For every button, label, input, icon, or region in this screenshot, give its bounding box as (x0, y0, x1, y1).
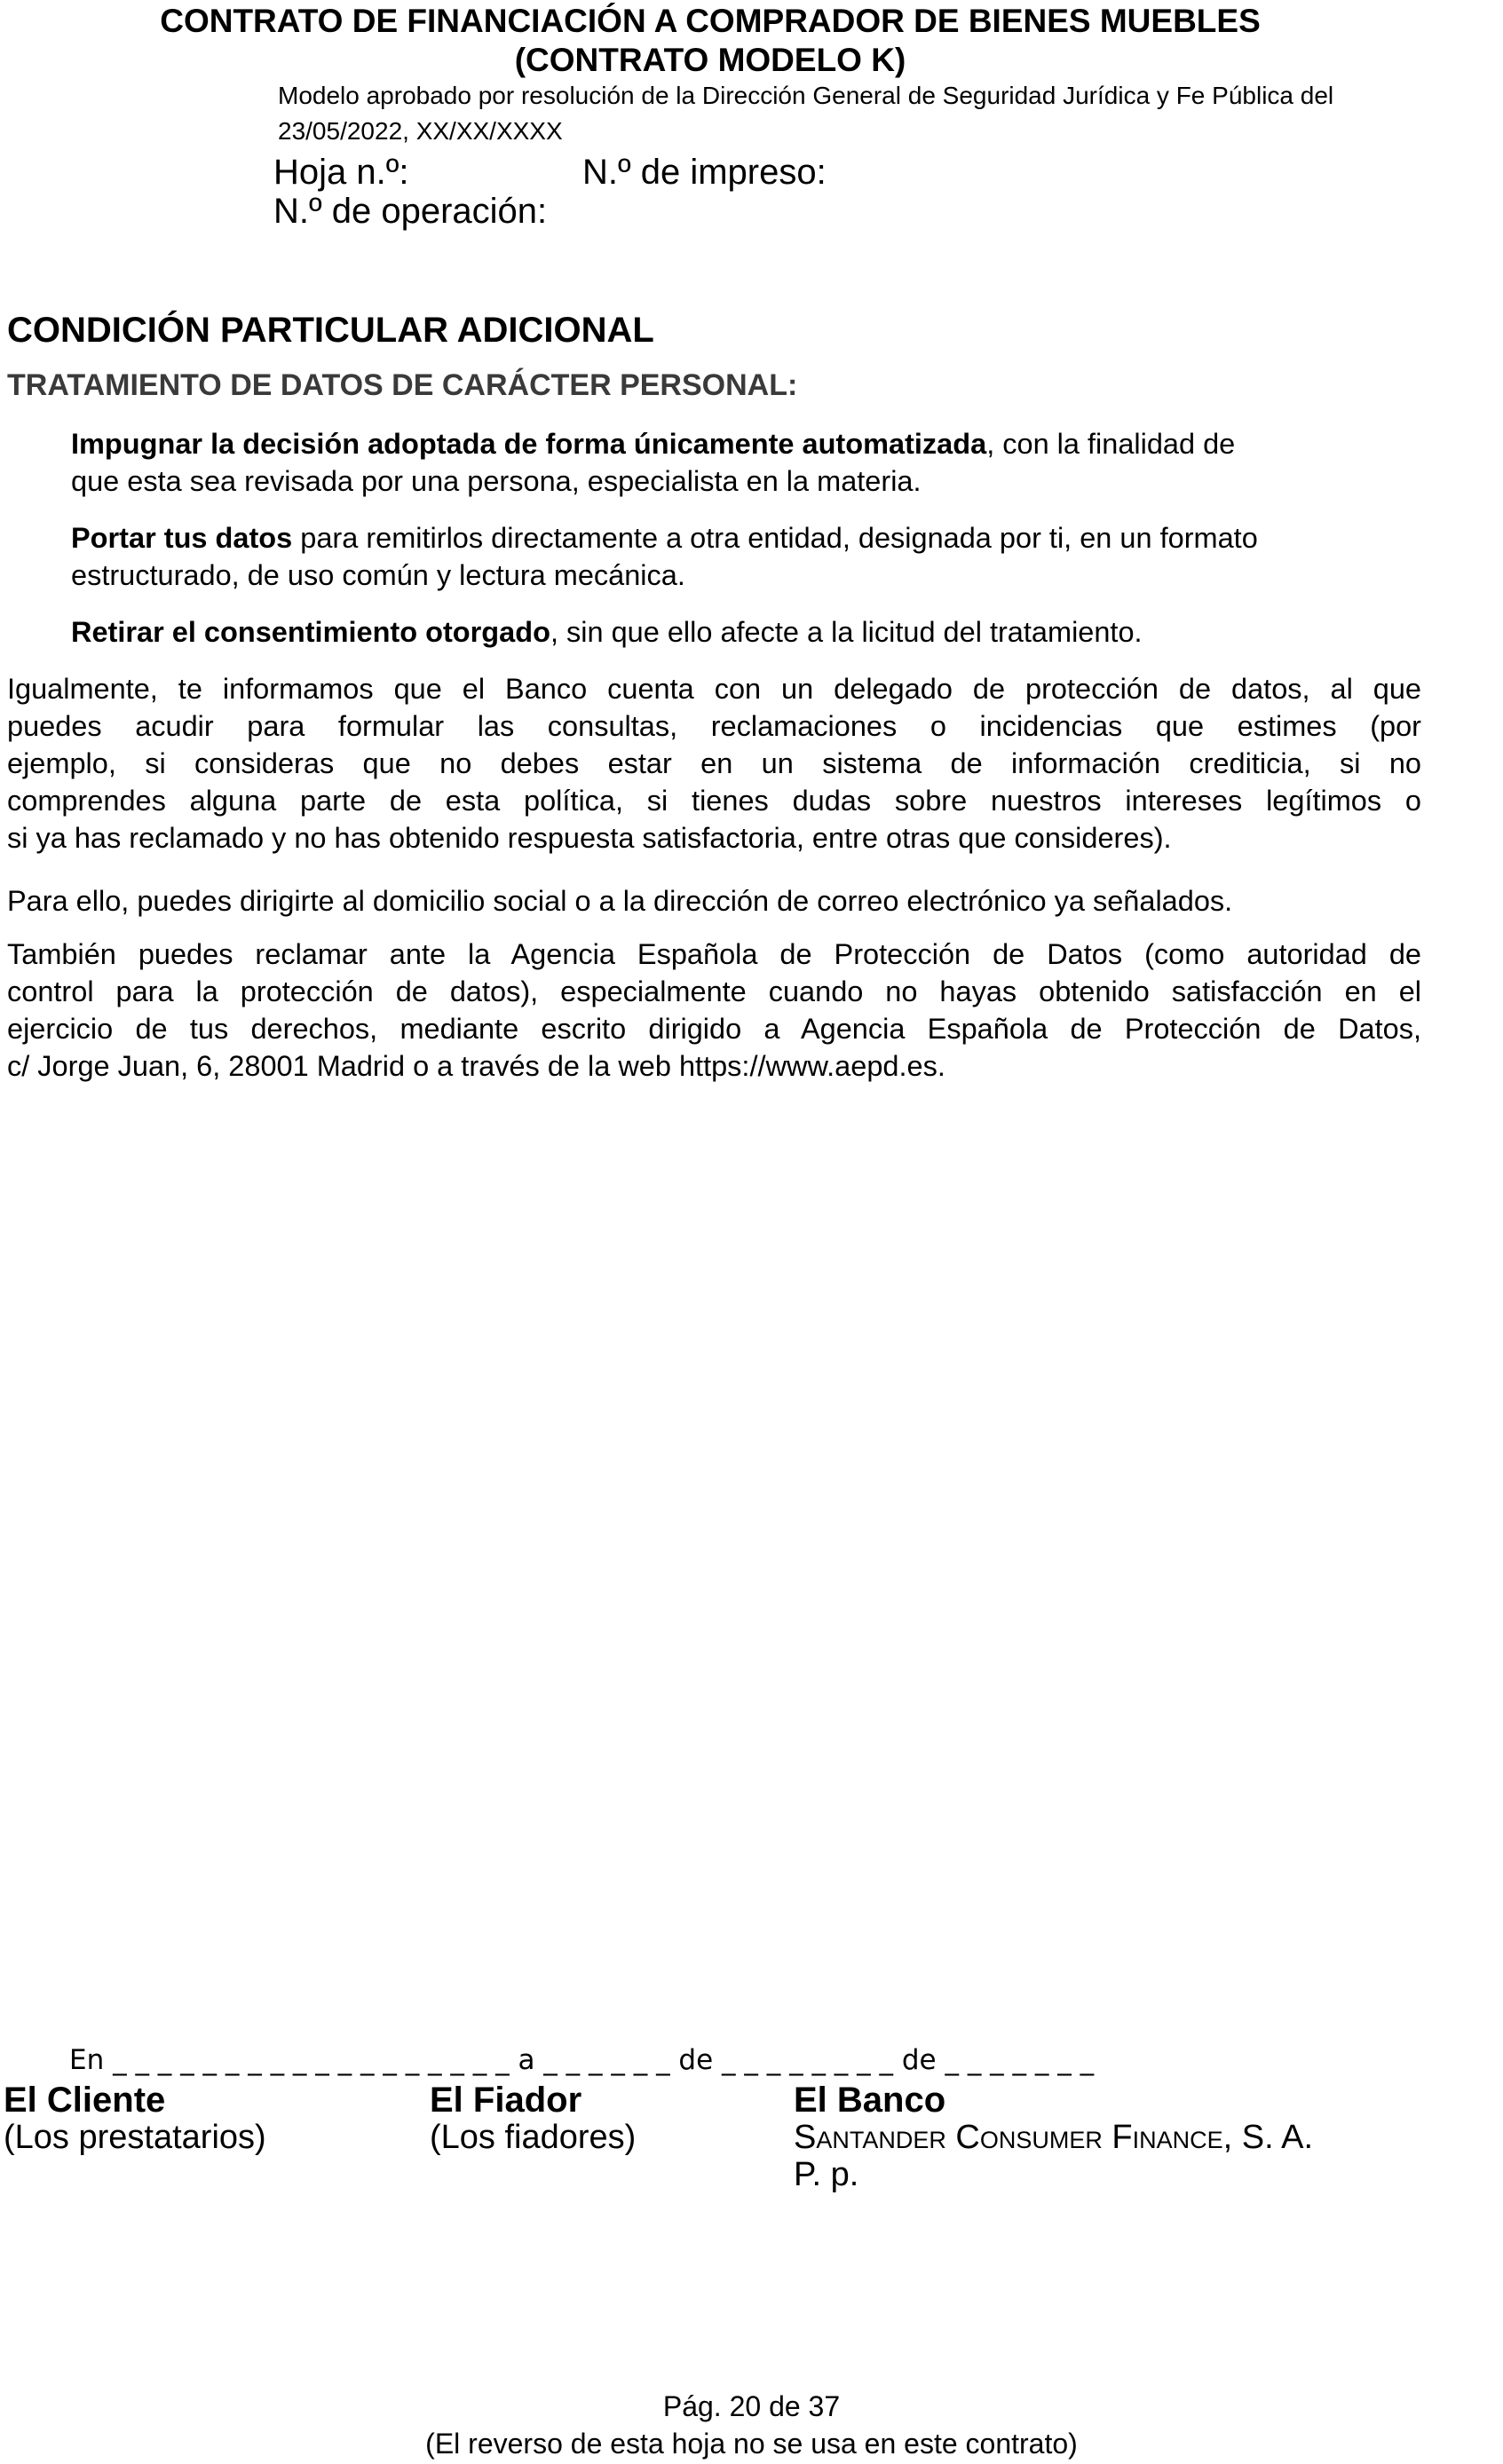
document-subtitle: (CONTRATO MODELO K) (514, 42, 906, 78)
aepd-paragraph (7, 936, 1421, 1085)
approval-date: 23/05/2022, XX/XX/XXXX (278, 117, 563, 145)
operation-number-label: N.º de operación: (273, 192, 548, 231)
contact-paragraph: Para ello, puedes dirigirte al domicilio social o a la dirección de correo electrónico ya señalados. (7, 885, 1233, 917)
page-number: Pág. 20 de 37 (662, 2390, 841, 2422)
right-item-contest (71, 425, 1420, 462)
bank-pp: P. p. (794, 2156, 859, 2193)
print-number-label: N.º de impreso: (582, 153, 827, 192)
bank-signature-title: El Banco (794, 2081, 946, 2120)
paragraph-line: También puedes reclamar ante la Agencia Española de Protección de Datos (como autoridad de (7, 938, 1421, 970)
bank-name: Santander Consumer Finance, S. A. (794, 2119, 1314, 2156)
approval-text: Modelo aprobado por resolución de la Dirección General de Seguridad Jurídica y Fe Pública del (278, 82, 1334, 109)
right-title: Portar tus datos (71, 522, 293, 554)
right-text: , sin que ello afecte a la licitud del tratamiento. (550, 616, 1143, 648)
right-title: Impugnar la decisión adoptada de forma únicamente automatizada (71, 428, 987, 460)
right-text: para remitirlos directamente a otra entidad, designada por ti, en un formato (292, 522, 1258, 554)
right-text: , con la finalidad de (986, 428, 1236, 460)
right-item-portability (71, 519, 1420, 557)
right-item-withdraw (71, 613, 1143, 651)
paragraph-line: c/ Jorge Juan, 6, 28001 Madrid o a través de la web https://www.aepd.es. (7, 1050, 945, 1082)
right-item-portability-cont: estructurado, de uso común y lectura mecánica. (71, 559, 685, 591)
place-date-line: En _ _ _ _ _ _ _ _ _ _ _ _ _ _ _ _ _ _ a _ _ _ _ _ _ de _ _ _ _ _ _ _ _ de _ _ _ _ _ _ _ (69, 2044, 1095, 2076)
paragraph-line: comprendes alguna parte de esta política, si tienes dudas sobre nuestros intereses legítimos o (7, 785, 1421, 817)
paragraph-line: ejemplo, si consideras que no debes estar en un sistema de información crediticia, si no (7, 747, 1421, 779)
section-subtitle: TRATAMIENTO DE DATOS DE CARÁCTER PERSONAL: (7, 368, 798, 402)
right-item-contest-cont: que esta sea revisada por una persona, especialista en la materia. (71, 465, 922, 497)
paragraph-line: si ya has reclamado y no has obtenido respuesta satisfactoria, entre otras que consideres). (7, 822, 1172, 854)
paragraph-line: ejercicio de tus derechos, mediante escrito dirigido a Agencia Española de Protección de Datos, (7, 1013, 1421, 1045)
right-title: Retirar el consentimiento otorgado (71, 616, 550, 648)
reverse-note: (El reverso de esta hoja no se usa en este contrato) (425, 2428, 1078, 2460)
paragraph-line: puedes acudir para formular las consultas, reclamaciones o incidencias que estimes (por (7, 710, 1421, 742)
paragraph-line: Igualmente, te informamos que el Banco cuenta con un delegado de protección de datos, al que (7, 673, 1421, 705)
guarantor-signature-title: El Fiador (430, 2081, 582, 2120)
sheet-number-label: Hoja n.º: (273, 153, 409, 192)
client-signature-sub: (Los prestatarios) (4, 2119, 266, 2156)
dpo-paragraph (7, 670, 1421, 857)
client-signature-title: El Cliente (4, 2081, 166, 2120)
guarantor-signature-sub: (Los fiadores) (430, 2119, 637, 2156)
paragraph-line: control para la protección de datos), especialmente cuando no hayas obtenido satisfacción en el (7, 975, 1421, 1007)
document-title: CONTRATO DE FINANCIACIÓN A COMPRADOR DE BIENES MUEBLES (160, 3, 1261, 39)
section-title: CONDICIÓN PARTICULAR ADICIONAL (7, 311, 654, 350)
